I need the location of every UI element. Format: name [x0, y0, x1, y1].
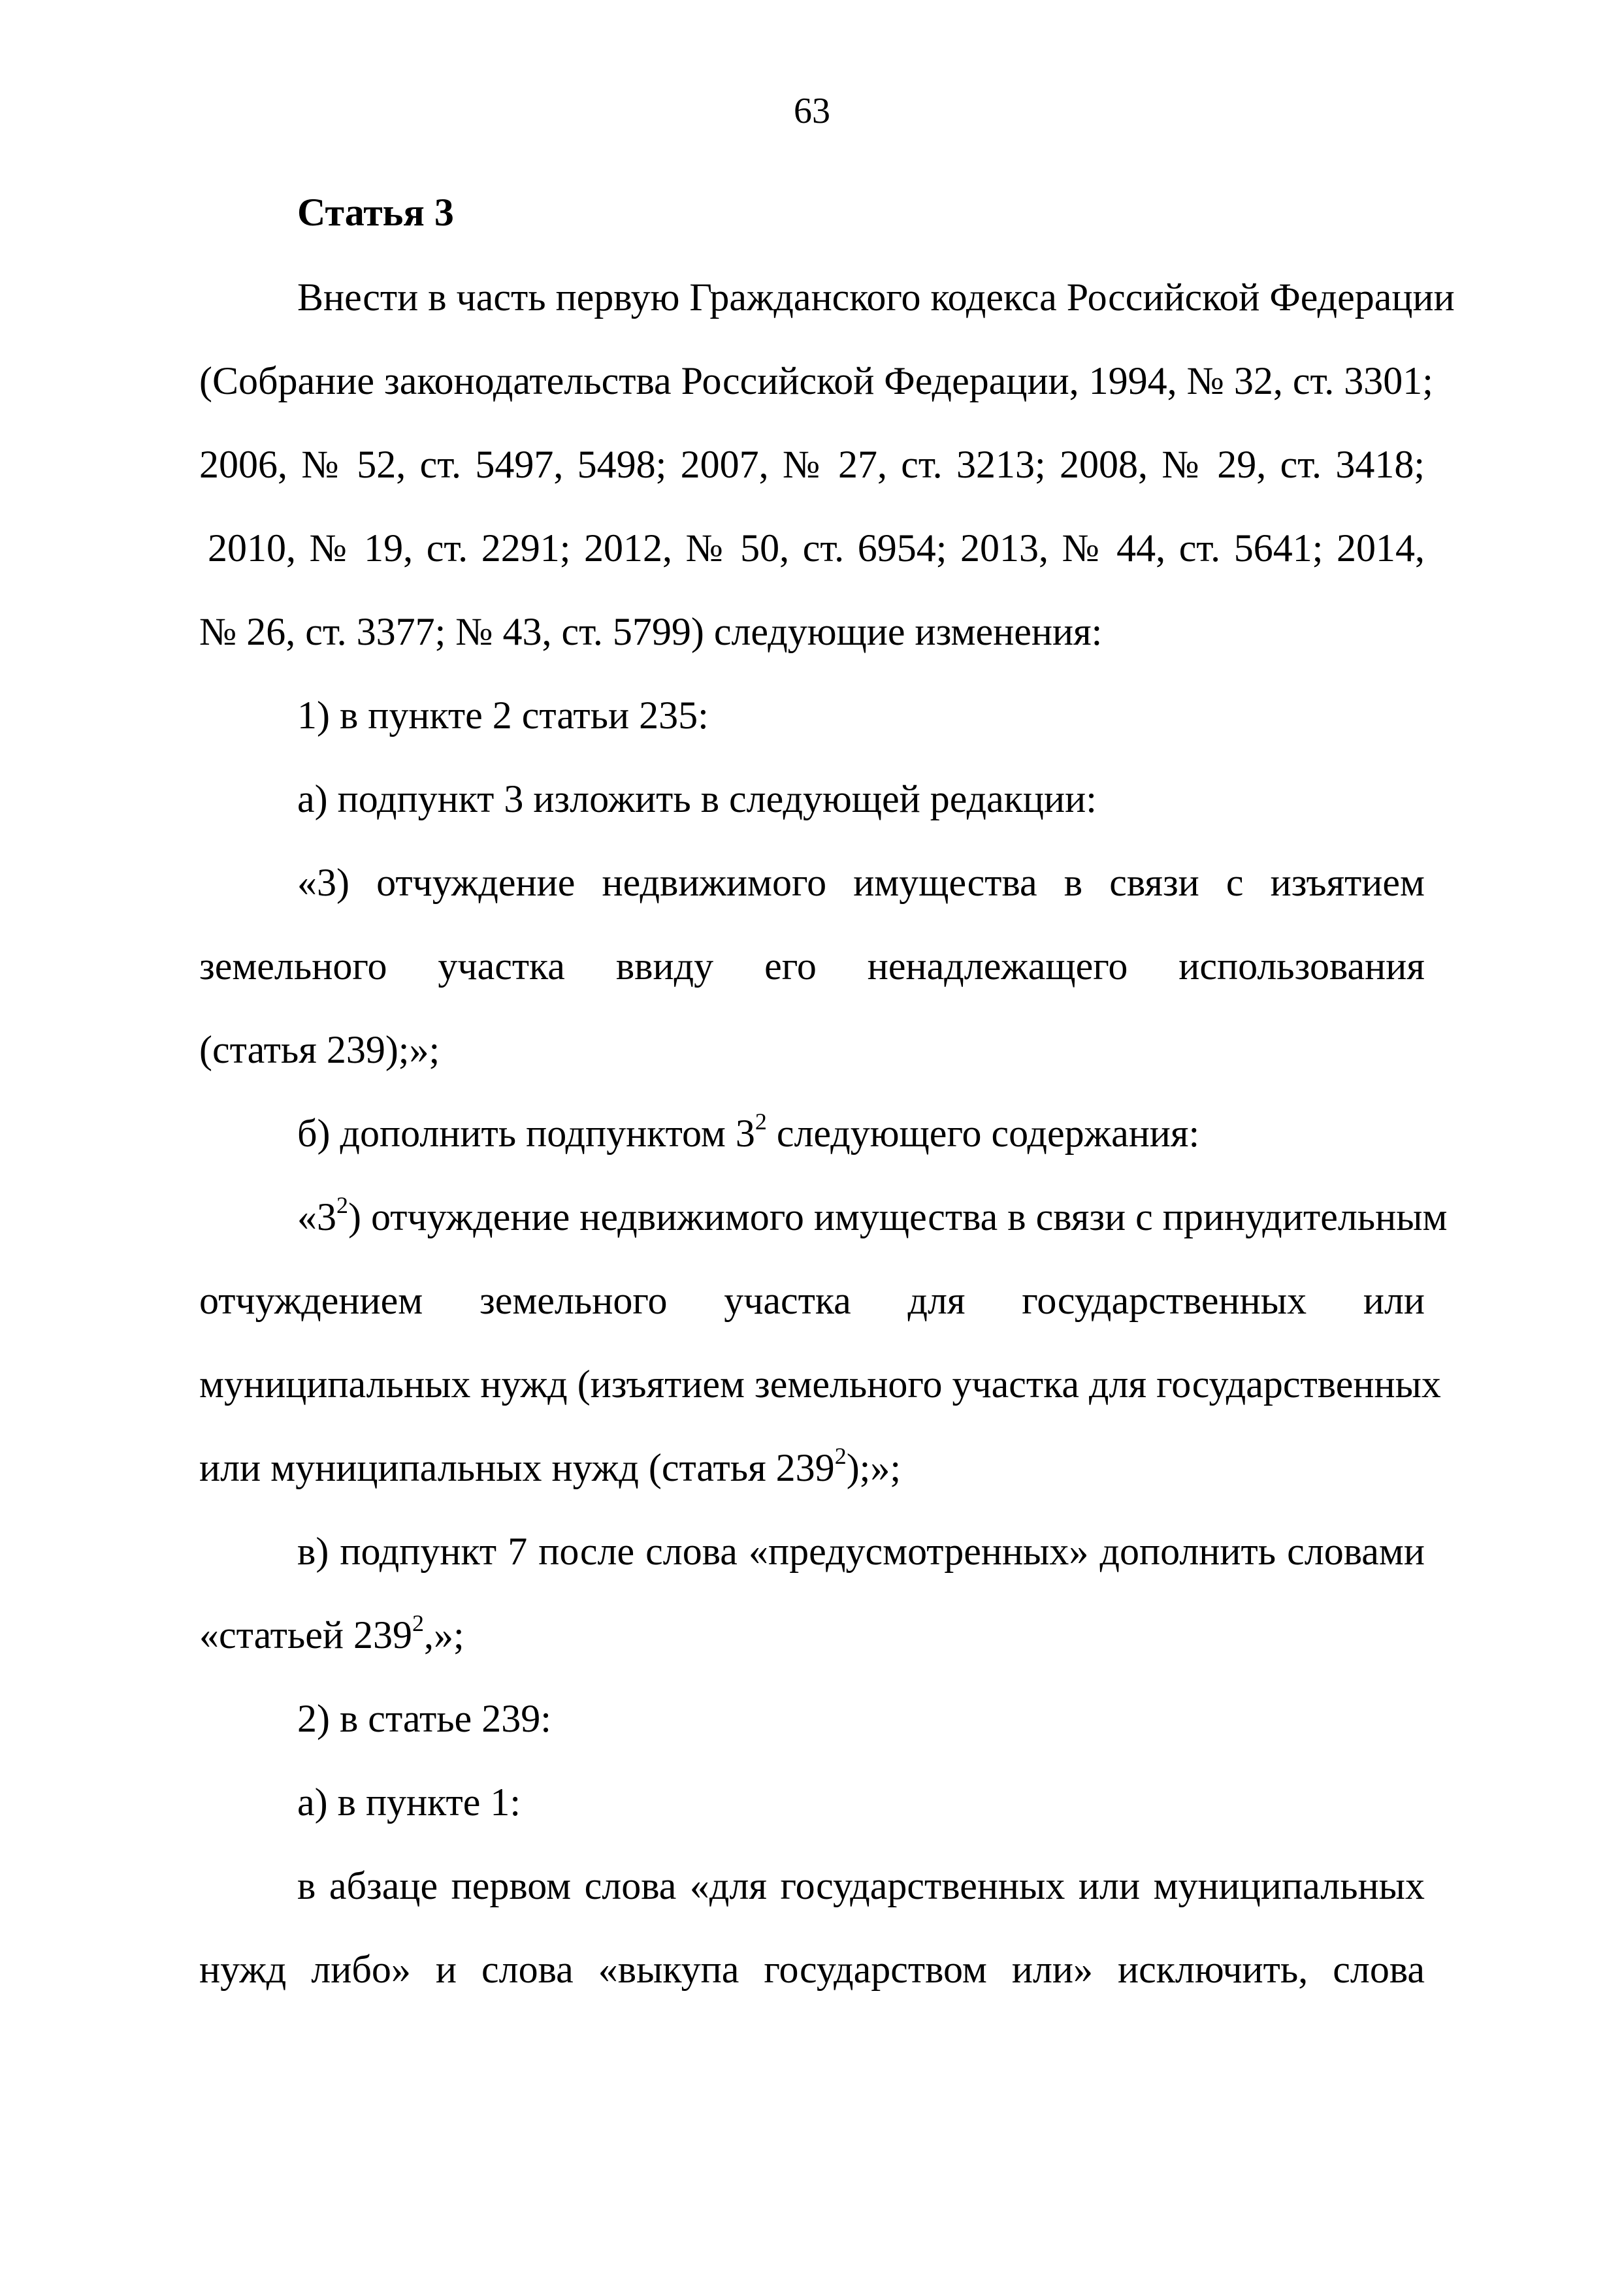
text-line: «статьей $239^2$,»; — [199, 1610, 464, 1656]
text-line: 1) в пункте 2 статьи 235: — [297, 694, 709, 737]
text-line: муниципальных нужд (изъятием земельного участка для государственных — [199, 1363, 1441, 1406]
text-line: в) подпункт 7 после слова «предусмотренных» дополнить словами — [297, 1530, 1425, 1573]
text-line: № 26, ст. 3377; № 43, ст. 5799) следующие изменения: — [199, 610, 1103, 653]
text-line: в абзаце первом слова «для государственных или муниципальных — [297, 1864, 1425, 1907]
text-line: земельного участка ввиду его ненадлежащего использования — [199, 945, 1425, 988]
text-line: или муниципальных нужд (статья $239^2$);»; — [199, 1443, 901, 1489]
text-line: а) подпункт 3 изложить в следующей редакции: — [297, 777, 1097, 820]
text-line: (статья 239);»; — [199, 1028, 440, 1071]
article-title: Статья 3 — [297, 191, 454, 234]
text-line: б) дополнить подпунктом $3^2$ следующего содержания: — [297, 1108, 1200, 1155]
text-line: 2) в статье 239: — [297, 1697, 551, 1740]
text-line: (Собрание законодательства Российской Федерации, 1994, № 32, ст. 3301; — [199, 359, 1433, 402]
text-line: Внести в часть первую Гражданского кодекса Российской Федерации — [297, 276, 1455, 319]
text-line: «$3^2$) отчуждение недвижимого имущества в связи с принудительным — [297, 1192, 1448, 1238]
page-number: 63 — [794, 91, 830, 131]
text-line: отчуждением земельного участка для государственных или — [199, 1279, 1425, 1322]
text-line: а) в пункте 1: — [297, 1781, 521, 1824]
text-line: 2010, № 19, ст. 2291; 2012, № 50, ст. 6954; 2013, № 44, ст. 5641; 2014, — [208, 526, 1425, 570]
text-line: «3) отчуждение недвижимого имущества в связи с изъятием — [297, 861, 1425, 904]
text-line: 2006, № 52, ст. 5497, 5498; 2007, № 27, ст. 3213; 2008, № 29, ст. 3418; — [199, 443, 1425, 486]
text-line: нужд либо» и слова «выкупа государством или» исключить, слова — [199, 1948, 1425, 1991]
